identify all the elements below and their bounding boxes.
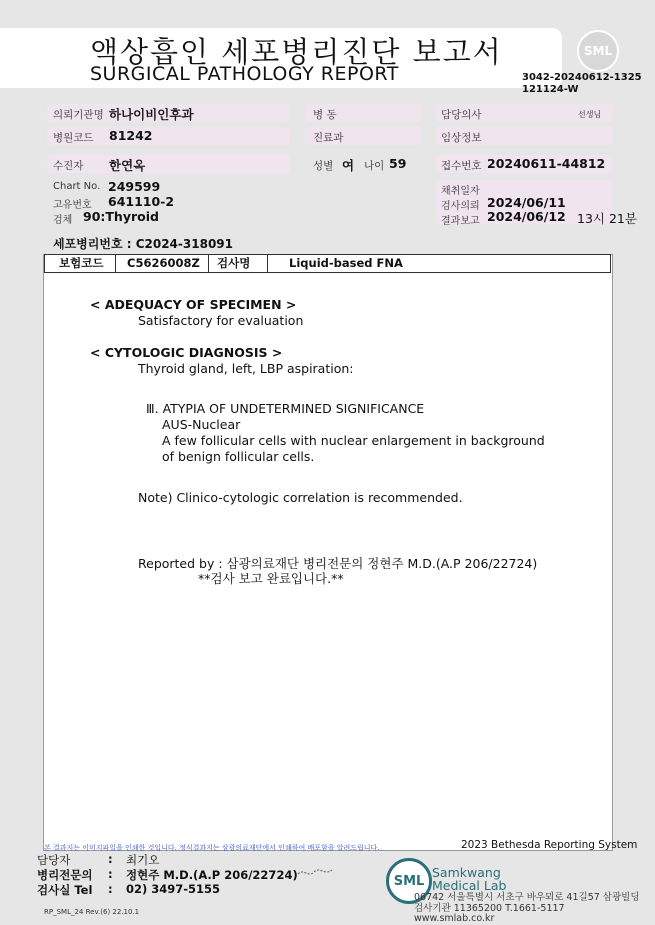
document-code-line1: 3042-20240612-1325 (522, 72, 642, 83)
form-number: RP_SML_24 Rev.(6) 22.10.1 (44, 908, 140, 916)
insurance-code-label: 보험코드 (59, 256, 104, 270)
colon: : (108, 882, 113, 896)
ward-label: 병 동 (313, 109, 337, 121)
tel-label: 검사실 Tel (37, 883, 93, 897)
receipt-label: 접수번호 (441, 160, 482, 172)
diagnosis-category: Ⅲ. ATYPIA OF UNDETERMINED SIGNIFICANCE (146, 401, 425, 416)
doctor-suffix: 선생님 (578, 110, 602, 119)
insurance-code-value: C5626008Z (127, 256, 200, 270)
institution-value: 하나이비인후과 (109, 107, 194, 122)
result-date-value: 2024/06/12 (487, 209, 566, 224)
specimen-label: 검체 (53, 215, 73, 226)
divider (115, 255, 116, 272)
request-date-value: 2024/06/11 (487, 195, 566, 210)
diagnosis-description-1: A few follicular cells with nuclear enlargement in background (162, 433, 545, 448)
sex-value: 여 (342, 158, 355, 173)
hospital-code-label: 병원코드 (53, 132, 94, 144)
note-text: Note) Clinico-cytologic correlation is recommended. (138, 490, 463, 505)
pathologist-value: 정현주 M.D.(A.P 206/22724) (126, 868, 298, 882)
document-code-line2: 121124-W (522, 84, 579, 95)
adequacy-text: Satisfactory for evaluation (138, 313, 304, 328)
adequacy-heading: < ADEQUACY OF SPECIMEN > (90, 297, 297, 312)
staff-value: 최기오 (126, 853, 160, 867)
diagnosis-subcategory: AUS-Nuclear (162, 417, 241, 432)
colon: : (108, 867, 113, 881)
request-date-label: 검사의뢰 (441, 201, 480, 212)
print-notice: 본 결과지는 이미지파일을 인쇄한 것입니다. 정식결과지는 삼광의료재단에서 인쇄하여 배포함을 알려드립니다. (44, 844, 380, 852)
tel-value: 02) 3497-5155 (126, 882, 221, 896)
lab-number: 검사기관 11365200 T.1661-5117 (414, 902, 565, 914)
lab-address-block (414, 893, 640, 925)
hospital-code-value: 81242 (109, 128, 153, 143)
code-bar (44, 254, 611, 273)
id-value: 641110-2 (108, 194, 175, 209)
specimen-value: 90:Thyroid (83, 209, 159, 224)
sml-logo-icon: SML (577, 30, 619, 72)
divider (267, 255, 268, 272)
signature-mark (296, 866, 336, 880)
lab-name-line1: Samkwang (432, 865, 501, 880)
report-title-english: SURGICAL PATHOLOGY REPORT (90, 63, 399, 85)
collect-date-label: 채취일자 (441, 186, 480, 197)
report-sheet (43, 254, 613, 851)
pathologist-label: 병리전문의 (37, 868, 93, 882)
diagnosis-description-2: of benign follicular cells. (162, 449, 315, 464)
row-bg (47, 155, 290, 173)
examinee-label: 수진자 (53, 160, 84, 172)
doctor-label: 담당의사 (441, 109, 482, 121)
report-title-korean: 액상흡인 세포병리진단 보고서 (90, 35, 503, 69)
lab-website: www.smlab.co.kr (414, 913, 495, 924)
chart-value: 249599 (108, 179, 161, 194)
lab-name (432, 866, 506, 892)
receipt-value: 20240611-44812 (487, 156, 606, 171)
id-label: 고유번호 (53, 200, 92, 211)
pathology-number: 세포병리번호 : C2024-318091 (53, 237, 233, 251)
staff-label: 담당자 (37, 853, 71, 867)
chart-label: Chart No. (53, 181, 101, 192)
department-label: 진료과 (313, 132, 344, 144)
clinical-info-label: 임상정보 (441, 132, 482, 144)
sex-label: 성별 (313, 160, 334, 172)
result-time-value: 13시 21분 (577, 211, 637, 226)
report-complete: **검사 보고 완료입니다.** (198, 571, 344, 586)
age-label: 나이 (364, 160, 385, 172)
age-value: 59 (389, 156, 407, 171)
diagnosis-site: Thyroid gland, left, LBP aspiration: (138, 361, 354, 376)
divider (208, 255, 209, 272)
institution-label: 의뢰기관명 (53, 109, 104, 121)
test-name-value: Liquid-based FNA (289, 256, 403, 270)
bethesda-system: 2023 Bethesda Reporting System (461, 839, 638, 851)
result-date-label: 결과보고 (441, 216, 480, 227)
test-name-label: 검사명 (217, 256, 251, 270)
reported-by: Reported by : 삼광의료재단 병리전문의 정현주 M.D.(A.P 206/22724) (138, 556, 538, 571)
lab-name-line2: Medical Lab (432, 878, 507, 893)
samkwang-logo-icon: SML (386, 858, 432, 904)
document-code (522, 72, 642, 96)
diagnosis-heading: < CYTOLOGIC DIAGNOSIS > (90, 345, 283, 360)
examinee-value: 한연옥 (109, 158, 146, 173)
colon: : (108, 852, 113, 866)
lab-address: 06742 서울특별시 서초구 바우뫼로 41길57 삼광빌딩 (414, 892, 640, 903)
